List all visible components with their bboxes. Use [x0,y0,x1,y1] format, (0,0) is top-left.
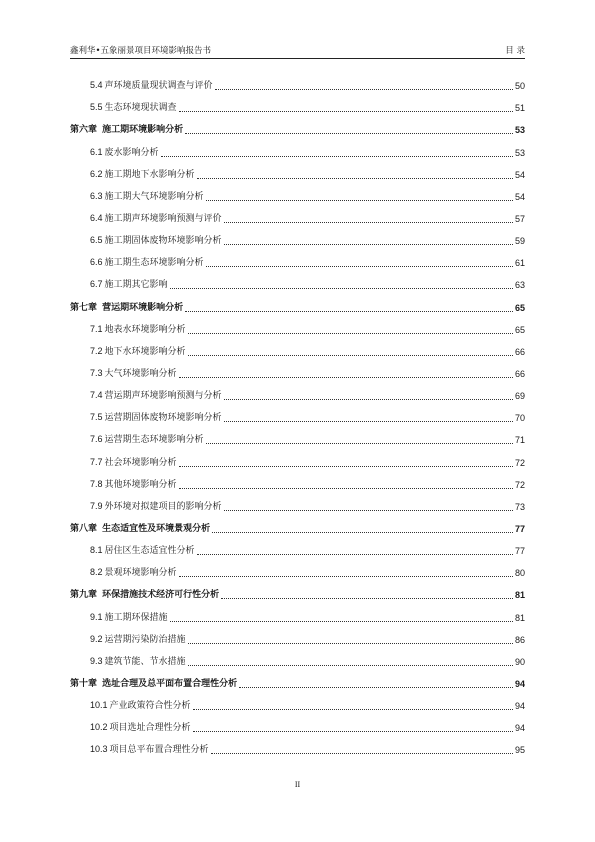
toc-section-entry[interactable] [70,446,525,468]
toc-entry-page: 71 [514,435,525,446]
toc-entry-title: 施工期固体废物环境影响分析 [104,236,222,247]
toc-entry-title: 外环境对拟建项目的影响分析 [104,501,222,512]
toc-entry-number: 第九章 [70,590,98,601]
dot-leader [224,222,513,223]
toc-entry-label [90,634,186,646]
dot-leader [239,687,513,688]
toc-section-entry[interactable] [70,535,525,557]
dot-leader [188,643,513,644]
toc-entry-title: 营运期声环境影响预测与分析 [104,391,222,402]
dot-leader [193,731,513,732]
toc-entry-title: 施工期环保措施 [104,612,168,623]
toc-entry-title: 景观环境影响分析 [104,568,177,579]
toc-entry-page: 50 [514,81,525,92]
toc-section-entry[interactable] [70,336,525,358]
toc-section-entry[interactable] [70,203,525,225]
toc-entry-page: 69 [514,391,525,402]
toc-section-entry[interactable] [70,380,525,402]
toc-entry-page: 65 [514,302,525,313]
toc-entry-label [90,501,222,513]
toc-section-entry[interactable] [70,402,525,424]
toc-entry-label [90,235,222,247]
toc-section-entry[interactable] [70,557,525,579]
toc-entry-title: 生态环境现状调查 [104,103,177,114]
toc-entry-page: 57 [514,213,525,224]
toc-entry-title: 施工期环境影响分析 [102,125,184,136]
toc-entry-number: 6.7 [90,279,103,290]
toc-entry-page: 81 [514,612,525,623]
toc-entry-label [90,722,191,734]
toc-section-entry[interactable] [70,136,525,158]
dot-leader [197,178,513,179]
toc-entry-page: 77 [514,523,525,534]
dot-leader [206,443,513,444]
toc-entry-label [90,434,204,446]
toc-entry-label [90,257,204,269]
toc-entry-title: 施工期其它影响 [104,280,168,291]
toc-section-entry[interactable] [70,159,525,181]
toc-entry-page: 53 [514,147,525,158]
dot-leader [179,576,513,577]
toc-section-entry[interactable] [70,358,525,380]
toc-section-entry[interactable] [70,269,525,291]
toc-chapter-entry[interactable] [70,291,525,313]
toc-entry-label [90,213,222,225]
toc-entry-label [90,457,177,469]
toc-section-entry[interactable] [70,690,525,712]
toc-chapter-entry[interactable] [70,513,525,535]
dot-leader [161,156,513,157]
toc-section-entry[interactable] [70,646,525,668]
dot-leader [206,266,513,267]
dot-leader [224,244,513,245]
toc-section-entry[interactable] [70,424,525,446]
toc-section-entry[interactable] [70,469,525,491]
toc-entry-number: 第六章 [70,125,98,136]
toc-entry-number: 7.7 [90,456,103,467]
toc-entry-title: 选址合理及总平面布置合理性分析 [102,678,238,689]
toc-entry-number: 7.2 [90,345,103,356]
toc-entry-number: 6.1 [90,146,103,157]
toc-section-entry[interactable] [70,734,525,756]
toc-entry-page: 66 [514,368,525,379]
dot-leader [170,288,513,289]
toc-entry-label [90,279,168,291]
toc-entry-page: 86 [514,634,525,645]
toc-entry-label [90,147,159,159]
toc-section-entry[interactable] [70,601,525,623]
toc-entry-number: 7.9 [90,500,103,511]
toc-entry-number: 10.2 [90,722,108,733]
toc-entry-number: 第七章 [70,302,98,313]
dot-leader [179,488,513,489]
toc-entry-number: 第八章 [70,523,98,534]
toc-entry-number: 6.6 [90,257,103,268]
toc-entry-title: 施工期生态环境影响分析 [104,258,204,269]
dot-leader [179,466,513,467]
toc-entry-number: 6.2 [90,168,103,179]
toc-entry-number: 6.4 [90,212,103,223]
toc-entry-page: 54 [514,191,525,202]
toc-entry-page: 95 [514,745,525,756]
toc-entry-number: 7.6 [90,434,103,445]
toc-entry-number: 10.3 [90,744,108,755]
dot-leader [179,111,513,112]
toc-entry-number: 5.5 [90,102,103,113]
page-number: II [294,780,301,789]
dot-leader [179,377,513,378]
toc-entry-label [90,80,213,92]
toc-section-entry[interactable] [70,247,525,269]
toc-entry-title: 产业政策符合性分析 [109,701,191,712]
toc-entry-page: 80 [514,568,525,579]
toc-entry-title: 项目总平布置合理性分析 [109,745,209,756]
dot-leader [188,355,513,356]
toc-entry-label [90,324,186,336]
toc-entry-label [90,567,177,579]
dot-leader [221,598,513,599]
dot-leader [206,200,513,201]
toc-entry-title: 环保措施技术经济可行性分析 [102,590,220,601]
toc-entry-page: 94 [514,723,525,734]
toc-section-entry[interactable] [70,712,525,734]
toc-entry-title: 施工期大气环境影响分析 [104,191,204,202]
section-label: 目 录 [505,46,525,56]
toc-entry-label [70,524,210,535]
toc-entry-title: 项目选址合理性分析 [109,723,191,734]
toc-section-entry[interactable] [70,491,525,513]
toc-entry-number: 10.1 [90,700,108,711]
page-header [70,40,525,59]
toc-chapter-entry[interactable] [70,114,525,136]
toc-section-entry[interactable] [70,314,525,336]
toc-entry-title: 社会环境影响分析 [104,457,177,468]
toc-entry-label [90,390,222,402]
toc-entry-title: 营运期环境影响分析 [102,302,184,313]
toc-entry-number: 9.2 [90,633,103,644]
toc-entry-page: 94 [514,701,525,712]
toc-section-entry[interactable] [70,70,525,92]
toc-entry-label [90,545,195,557]
toc-entry-page: 51 [514,103,525,114]
toc-entry-title: 地下水环境影响分析 [104,346,186,357]
toc-entry-label [90,412,222,424]
toc-entry-title: 废水影响分析 [104,147,159,158]
toc-entry-page: 77 [514,546,525,557]
dot-leader [170,621,513,622]
dot-leader [188,665,513,666]
toc-entry-number: 8.2 [90,567,103,578]
dot-leader [224,421,513,422]
dot-leader [185,133,513,134]
toc-entry-number: 7.1 [90,323,103,334]
dot-leader [215,89,513,90]
toc-entry-title: 声环境质量现状调查与评价 [104,81,213,92]
toc-entry-number: 9.1 [90,611,103,622]
toc-entry-label [90,102,177,114]
toc-entry-title: 施工期声环境影响预测与评价 [104,213,222,224]
toc-entry-number: 7.5 [90,412,103,423]
toc-entry-label [70,303,183,314]
toc-entry-page: 66 [514,346,525,357]
dot-leader [193,709,513,710]
toc-entry-page: 73 [514,501,525,512]
toc-entry-number: 第十章 [70,678,98,689]
toc-entry-title: 居住区生态适宜性分析 [104,546,195,557]
toc-entry-page: 90 [514,656,525,667]
toc-entry-number: 7.8 [90,478,103,489]
toc-entry-page: 72 [514,479,525,490]
toc-section-entry[interactable] [70,624,525,646]
dot-leader [185,311,513,312]
dot-leader [211,753,513,754]
toc-entry-label [90,479,177,491]
toc-section-entry[interactable] [70,181,525,203]
toc-entry-title: 地表水环境影响分析 [104,324,186,335]
toc-entry-number: 7.4 [90,390,103,401]
dot-leader [197,554,513,555]
dot-leader [188,333,513,334]
toc-entry-page: 53 [514,125,525,136]
toc-entry-title: 生态适宜性及环境景观分析 [102,523,211,534]
toc-entry-number: 6.3 [90,190,103,201]
toc-entry-page: 72 [514,457,525,468]
toc-entry-label [90,169,195,181]
toc-entry-page: 94 [514,678,525,689]
toc-entry-label [70,679,237,690]
toc-entry-page: 59 [514,236,525,247]
toc-entry-label [90,656,186,668]
toc-entry-title: 运营期固体废物环境影响分析 [104,413,222,424]
toc-chapter-entry[interactable] [70,579,525,601]
toc-entry-title: 运营期生态环境影响分析 [104,435,204,446]
toc-entry-page: 54 [514,169,525,180]
toc-entry-page: 65 [514,324,525,335]
toc-entry-label [90,744,209,756]
toc-entry-title: 其他环境影响分析 [104,479,177,490]
dot-leader [224,399,513,400]
dot-leader [212,532,513,533]
toc-chapter-entry[interactable] [70,668,525,690]
toc-entry-label [90,346,186,358]
toc-entry-number: 8.1 [90,545,103,556]
toc-entry-title: 施工期地下水影响分析 [104,169,195,180]
toc-section-entry[interactable] [70,92,525,114]
toc-entry-title: 大气环境影响分析 [104,368,177,379]
toc-entry-page: 70 [514,413,525,424]
toc-entry-label [90,368,177,380]
toc-entry-number: 6.5 [90,235,103,246]
toc-entry-page: 61 [514,258,525,269]
toc-entry-label [90,612,168,624]
toc-entry-label [90,191,204,203]
toc-entry-page: 63 [514,280,525,291]
toc-entry-label [90,700,191,712]
toc-entry-label [70,125,183,136]
toc-entry-number: 7.3 [90,367,103,378]
toc-entry-page: 81 [514,590,525,601]
toc-entry-title: 运营期污染防治措施 [104,634,186,645]
toc-entry-label [70,590,219,601]
document-title: 鑫利华•五象丽景项目环境影响报告书 [70,46,212,56]
toc-entry-title: 建筑节能、节水措施 [104,656,186,667]
toc-section-entry[interactable] [70,225,525,247]
toc-entry-number: 5.4 [90,80,103,91]
table-of-contents [70,70,525,756]
toc-entry-number: 9.3 [90,655,103,666]
dot-leader [224,510,513,511]
